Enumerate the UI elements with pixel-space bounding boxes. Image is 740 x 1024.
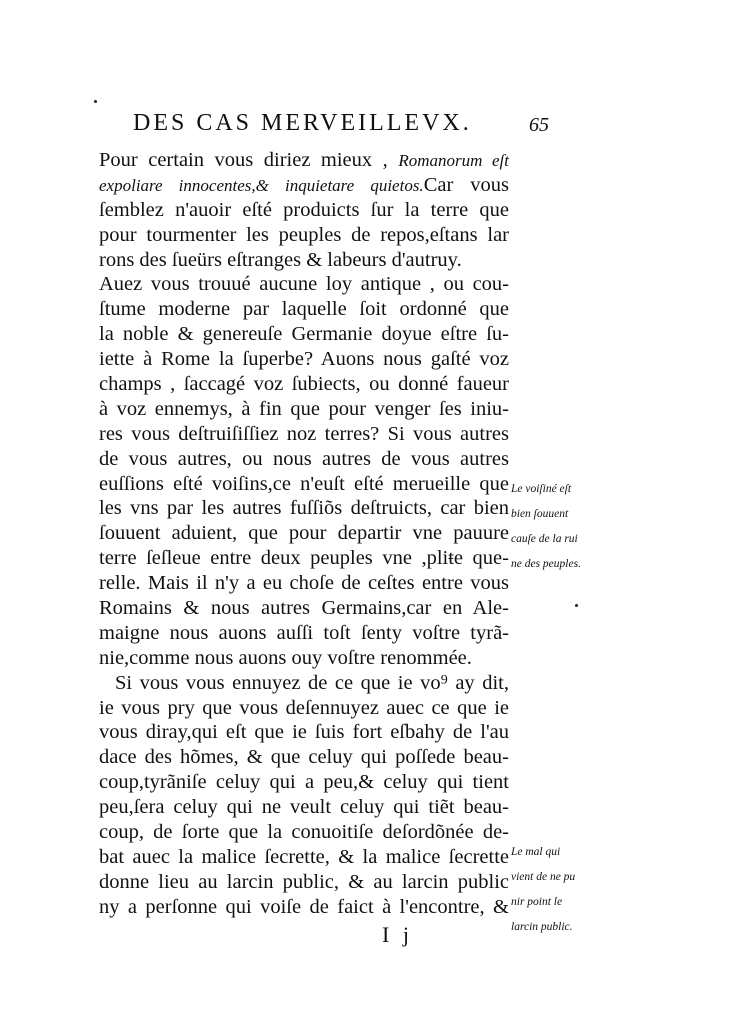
margin-note-line: Le mal qui: [511, 846, 561, 858]
line-text: ſtume moderne par laquelle ſoit ordonné que: [99, 298, 509, 321]
text-line: [99, 173, 509, 198]
text-line: [99, 696, 509, 721]
text-line: [99, 496, 509, 521]
line-text: iette à Rome la ſuperbe? Auons nous gaſté voz: [99, 348, 509, 371]
running-title: DES CAS MERVEILLEVX.: [133, 110, 472, 136]
text-line: [99, 646, 509, 671]
line-text: res vous deſtruiſiſſiez noz terres? Si vous autres: [99, 422, 509, 445]
line-text: maigne nous auons auſſi toſt ſenty voſtre tyrã-: [99, 621, 509, 644]
text-line: [99, 795, 509, 820]
line-text: ie vous pry que vous deſennuyez auec ce que ie: [99, 696, 509, 719]
text-line: [99, 745, 509, 770]
running-header: [133, 110, 549, 140]
text-line: [99, 820, 509, 845]
text-line: [99, 621, 509, 646]
text-line: [99, 521, 509, 546]
text-line: [99, 297, 509, 322]
line-text: Pour certain vous diriez mieux ,: [99, 149, 399, 171]
text-line: [99, 397, 509, 422]
line-text: coup, de ſorte que la conuoitiſe deſordõnée de-: [99, 821, 509, 844]
ink-speck: [94, 100, 97, 103]
margin-note-1: [511, 477, 611, 577]
text-line: [99, 845, 509, 870]
line-text: Romains & nous autres Germains,car en Ale-: [99, 597, 509, 620]
line-text: donne lieu au larcin public, & au larcin public: [99, 870, 509, 893]
line-text: relle. Mais il n'y a eu choſe de ceſtes entre vous: [99, 572, 509, 595]
line-text: ſemblez n'auoir eſté produicts ſur la terre que: [99, 198, 509, 221]
line-text: Si vous vous ennuyez de ce que ie vo⁹ ay dit,: [115, 671, 509, 694]
text-line: [99, 472, 509, 497]
text-line: [99, 671, 509, 696]
line-text: la noble & genereuſe Germanie doyue eſtre ſu-: [99, 323, 509, 346]
text-line: [99, 571, 509, 596]
margin-note-line: nir point le: [511, 896, 563, 908]
body-text: [99, 148, 509, 920]
line-text: nie,comme nous auons ouy voſtre renommée.: [99, 646, 472, 669]
line-text: Car vous: [423, 173, 509, 196]
line-text: bat auec la malice ſecrette, & la malice ſecrette: [99, 845, 509, 868]
text-line: [99, 372, 509, 397]
line-text: les vns par les autres fuſſiõs deſtruicts, car bien: [99, 497, 509, 520]
latin-quote: expoliare innocentes,& inquietare quietos.: [99, 175, 424, 195]
signature-mark: I j: [382, 922, 413, 947]
text-line: [99, 546, 509, 571]
text-line: [99, 895, 509, 920]
margin-note-line: larcin public.: [511, 921, 573, 933]
line-text: vous diray,qui eſt que ie ſuis fort eſbahy de l'au: [99, 721, 509, 744]
line-text: euſſions eſté voiſins,ce n'euſt eſté merueille que: [99, 472, 509, 495]
margin-note-line: cauſe de la rui: [511, 533, 578, 545]
text-line: [99, 272, 509, 297]
ink-speck: [575, 604, 578, 607]
line-text: terre ſeſleue entre deux peuples vne ,pliŧe que-: [99, 547, 509, 570]
line-text: ſouuent aduient, que pour departir vne pauure: [99, 522, 509, 545]
margin-note-line: bien ſouuent: [511, 508, 569, 520]
line-text: ny a perſonne qui voiſe de faict à l'encontre, &: [99, 895, 509, 918]
text-line: [99, 770, 509, 795]
text-line: [99, 322, 509, 347]
margin-note-line: Le voiſiné eſt: [511, 483, 572, 495]
text-line: [99, 347, 509, 372]
line-text: pour tourmenter les peuples de repos,eſtans lar: [99, 223, 509, 246]
line-text: rons des ſueürs eſtranges & labeurs d'autruy.: [99, 248, 462, 271]
text-line: [99, 422, 509, 447]
margin-note-line: ne des peuples.: [511, 558, 581, 570]
line-text: de vous autres, ou nous autres de vous autres: [99, 447, 509, 470]
text-line: [99, 148, 509, 173]
text-line: [99, 223, 509, 248]
page-number: 65: [529, 114, 549, 136]
line-text: champs , ſaccagé voz ſubiects, ou donné faueur: [99, 373, 509, 396]
text-line: [99, 596, 509, 621]
margin-note-line: vient de ne pu: [511, 871, 576, 883]
text-line: [99, 248, 509, 273]
line-text: Auez vous trouué aucune loy antique , ou cou-: [99, 273, 509, 296]
latin-quote: Romanorum eſt: [398, 151, 509, 170]
text-line: [99, 870, 509, 895]
margin-note-2: [511, 840, 611, 940]
line-text: coup,tyrãniſe celuy qui a peu,& celuy qui tient: [99, 771, 509, 794]
line-text: à voz ennemys, à fin que pour venger ſes iniu-: [99, 397, 509, 420]
text-line: [99, 720, 509, 745]
line-text: dace des hõmes, & que celuy qui poſſede beau-: [99, 746, 509, 769]
line-text: peu,ſera celuy qui ne veult celuy qui tiẽt beau-: [99, 796, 509, 819]
text-line: [99, 447, 509, 472]
text-line: [99, 198, 509, 223]
